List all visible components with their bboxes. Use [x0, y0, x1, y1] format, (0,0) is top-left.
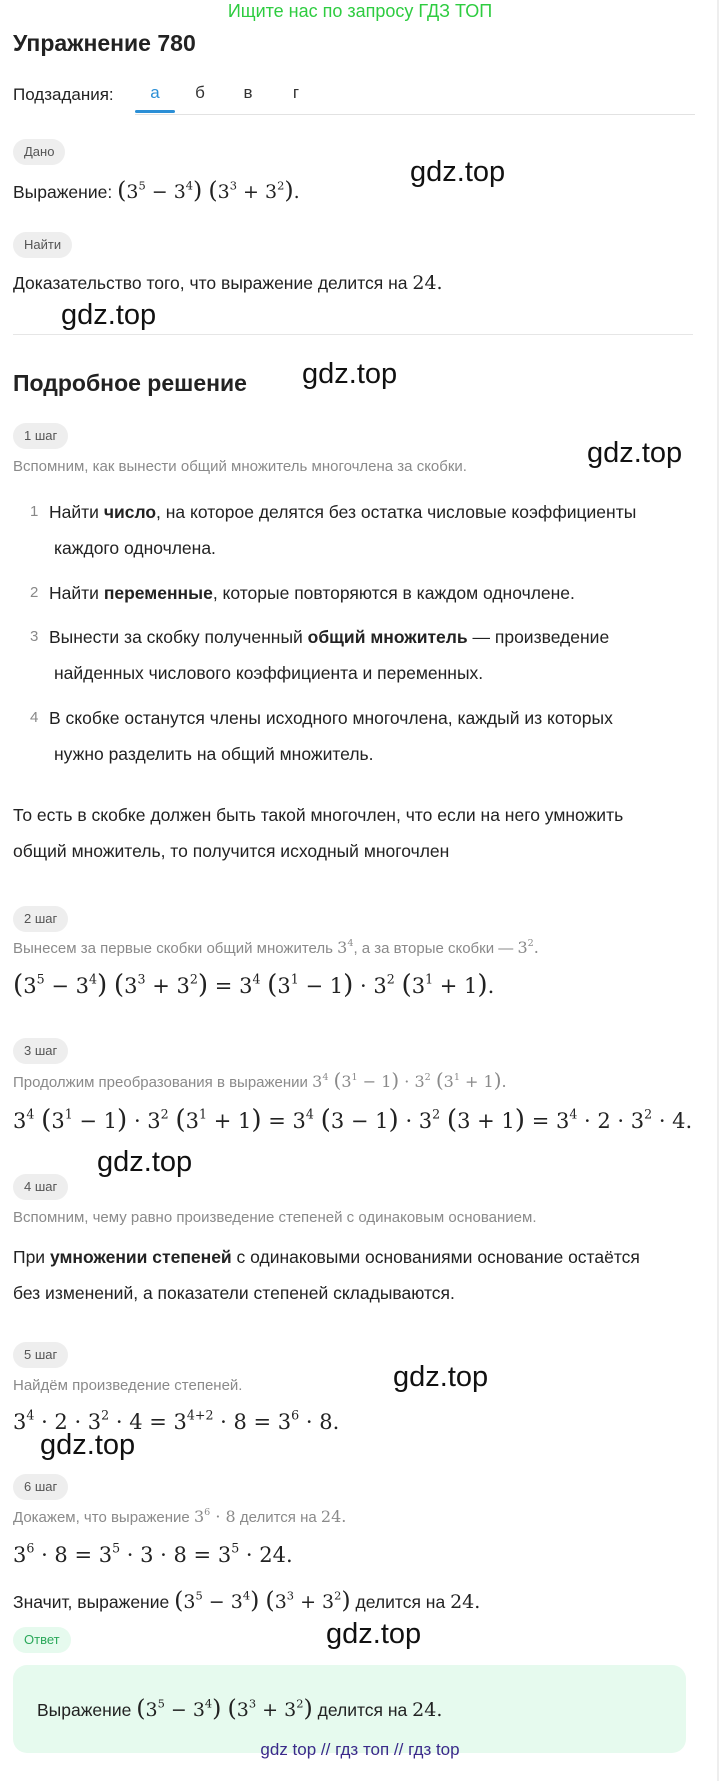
- find-badge: Найти: [13, 232, 72, 258]
- conclusion-math: $(3^5 - 3^4) (3^3 + 3^2)$: [174, 1586, 351, 1614]
- list-item-text: Вынести за скобку полученный: [49, 627, 308, 647]
- given-badge: Дано: [13, 139, 65, 165]
- hint-text: Продолжим преобразования в выражении: [13, 1074, 308, 1091]
- hint-text: Докажем, что выражение: [13, 1509, 190, 1526]
- tab-g[interactable]: г: [292, 83, 300, 102]
- conclusion-text: Значит, выражение: [13, 1592, 170, 1612]
- step-5-formula: $3^4 \cdot 2 \cdot 3^2 \cdot 4 = 3^{4+2} \cdot 8 = 3^6 \cdot 8$.: [13, 1407, 340, 1434]
- watermark: gdz.top: [40, 1429, 136, 1461]
- tab-a[interactable]: а: [150, 83, 160, 102]
- list-item-text: — произведение: [467, 627, 610, 647]
- step-3-hint: [13, 1069, 507, 1094]
- list-item-text: найденных числового коэффициента и переменных.: [54, 663, 484, 683]
- list-item-number: 4: [30, 709, 39, 726]
- hint-text: , а за вторые скобки —: [353, 940, 514, 957]
- active-tab-indicator: [135, 110, 175, 113]
- conclusion-math: 24.: [450, 1591, 481, 1613]
- step-6-conclusion: [13, 1587, 480, 1615]
- page-title: Упражнение 780: [13, 30, 196, 56]
- step-6-badge: 6 шаг: [13, 1474, 68, 1500]
- list-item-text: В скобке останутся члены исходного многочлена, каждый из которых: [49, 708, 613, 728]
- watermark: gdz.top: [326, 1618, 422, 1650]
- tabs-divider: [135, 114, 695, 115]
- given-expression: $(3^5 - 3^4) (3^3 + 3^2)$.: [117, 176, 300, 204]
- hint-math: $3^4$: [337, 937, 354, 957]
- solution-title: Подробное решение: [13, 370, 247, 396]
- list-item-number: 3: [30, 628, 39, 645]
- list-item: [49, 700, 689, 772]
- answer-text-body: Выражение: [37, 1700, 132, 1720]
- step-4-paragraph: [13, 1239, 703, 1311]
- paragraph-line: без изменений, а показатели степеней складываются.: [13, 1283, 455, 1303]
- step-6-hint: [13, 1506, 346, 1529]
- list-item-number: 1: [30, 503, 39, 520]
- paragraph-line: То есть в скобке должен быть такой многочлен, что если на него умножить: [13, 805, 624, 825]
- hint-math: 24.: [320, 1507, 347, 1526]
- answer-text-body: делится на: [317, 1700, 408, 1720]
- answer-text: [37, 1690, 442, 1728]
- answer-badge: Ответ: [13, 1627, 71, 1653]
- given-prefix: Выражение:: [13, 182, 113, 202]
- paragraph-text: При: [13, 1247, 50, 1267]
- list-item-text: Найти: [49, 583, 104, 603]
- subtasks-label: Подзадания:: [13, 85, 114, 104]
- watermark: gdz.top: [410, 156, 506, 188]
- watermark: gdz.top: [393, 1361, 489, 1393]
- step-5-hint: Найдём произведение степеней.: [13, 1377, 243, 1394]
- list-item: [49, 619, 689, 691]
- find-text-body: Доказательство того, что выражение делится на: [13, 273, 408, 293]
- step-6-formula: $3^6 \cdot 8 = 3^5 \cdot 3 \cdot 8 = 3^5 \cdot 24$.: [13, 1540, 293, 1567]
- list-item-bold: общий множитель: [307, 627, 468, 647]
- step-2-hint: [13, 937, 539, 960]
- conclusion-text: делится на: [355, 1592, 446, 1612]
- step-2-badge: 2 шаг: [13, 906, 68, 932]
- paragraph-bold: умножении степеней: [49, 1247, 232, 1267]
- given-text: [13, 177, 300, 205]
- watermark: gdz.top: [587, 437, 683, 469]
- top-banner: Ищите нас по запросу ГДЗ ТОП: [227, 1, 493, 21]
- step-3-badge: 3 шаг: [13, 1038, 68, 1064]
- footer-links[interactable]: gdz top // гдз топ // гдз top: [260, 1740, 460, 1759]
- hint-math: $3^6 \cdot 8$: [193, 1506, 236, 1526]
- find-number: 24.: [412, 272, 443, 294]
- hint-math: $3^2$.: [517, 937, 539, 957]
- step-1-hint: Вспомним, как вынести общий множитель многочлена за скобки.: [13, 458, 467, 475]
- step-1-badge: 1 шаг: [13, 423, 68, 449]
- page-edge-rule: [717, 0, 719, 1781]
- list-item-text: , на которое делятся без остатка числовые коэффициенты: [156, 502, 637, 522]
- list-item-text: каждого одночлена.: [54, 538, 216, 558]
- list-item-text: Найти: [49, 502, 104, 522]
- step-2-formula: $(3^5 - 3^4) (3^3 + 3^2) = 3^4$ $(3^1 - 1) \cdot 3^2$ $(3^1 + 1)$.: [13, 970, 495, 1000]
- hint-math: $3^4$ $(3^1 - 1) \cdot 3^2$ $(3^1 + 1)$.: [312, 1068, 507, 1092]
- tab-v[interactable]: в: [243, 83, 253, 102]
- step-5-badge: 5 шаг: [13, 1342, 68, 1368]
- hint-text: делится на: [239, 1509, 317, 1526]
- find-text: [13, 270, 443, 296]
- list-item-bold: переменные: [103, 583, 213, 603]
- watermark: gdz.top: [302, 358, 398, 390]
- paragraph-line: общий множитель, то получится исходный многочлен: [13, 841, 450, 861]
- list-item-text: , которые повторяются в каждом одночлене.: [212, 583, 575, 603]
- tab-b[interactable]: б: [195, 83, 205, 102]
- list-item: [49, 494, 689, 566]
- section-divider: [13, 334, 693, 335]
- list-item: [49, 575, 689, 611]
- step-4-hint: Вспомним, чему равно произведение степеней с одинаковым основанием.: [13, 1209, 537, 1226]
- watermark: gdz.top: [97, 1146, 193, 1178]
- step-4-badge: 4 шаг: [13, 1174, 68, 1200]
- watermark: gdz.top: [61, 299, 157, 331]
- answer-math: $(3^5 - 3^4) (3^3 + 3^2)$: [136, 1694, 313, 1722]
- list-item-text: нужно разделить на общий множитель.: [54, 744, 374, 764]
- hint-text: Вынесем за первые скобки общий множитель: [13, 940, 333, 957]
- list-item-number: 2: [30, 584, 39, 601]
- step-3-formula: $3^4$ $(3^1 - 1) \cdot 3^2$ $(3^1 + 1) = 3^4$ $(3 - 1) \cdot 3^2$ $(3 + 1) = 3^4 \cdot 2 \cdot 3^2 \cdot 4$.: [13, 1105, 693, 1135]
- list-item-bold: число: [103, 502, 157, 522]
- paragraph-text: с одинаковыми основаниями основание остаётся: [231, 1247, 640, 1267]
- answer-math: 24.: [412, 1699, 443, 1721]
- step-1-paragraph: [13, 797, 703, 869]
